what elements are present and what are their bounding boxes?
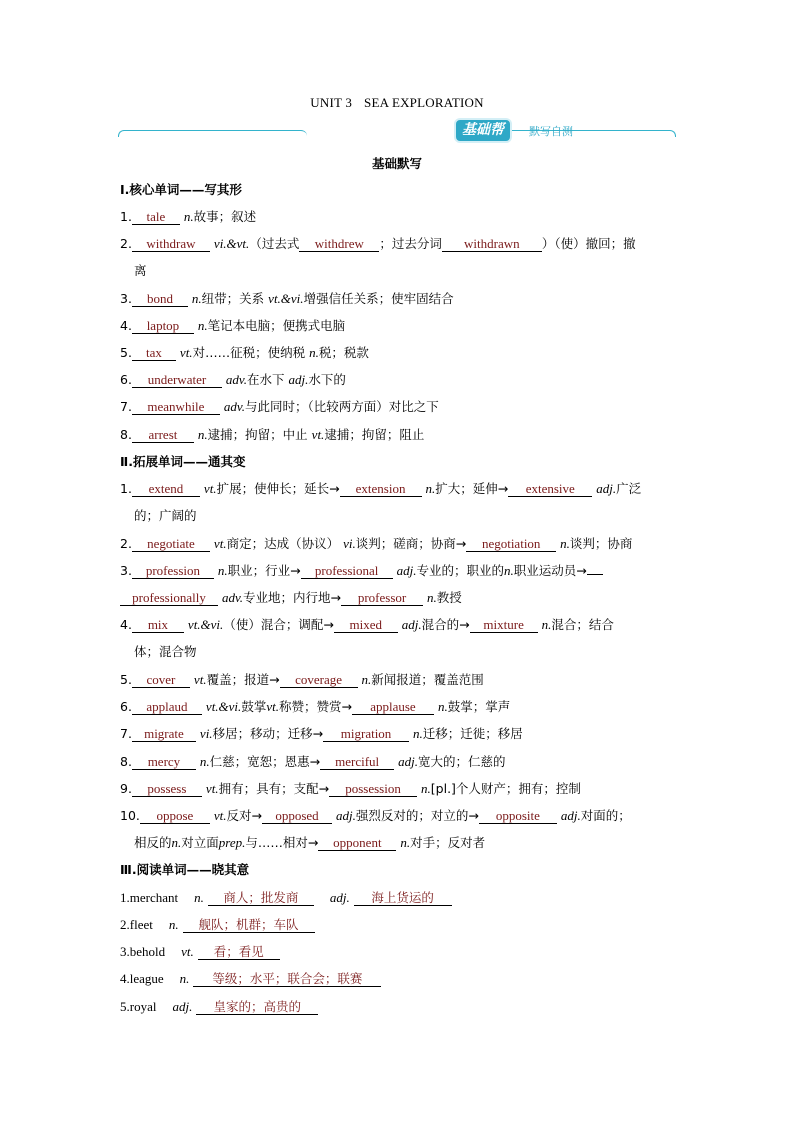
answer-blank: arrest (132, 428, 194, 443)
answer-blank: mercy (132, 755, 196, 770)
part1-heading: Ⅰ.核心单词——写其形 (120, 182, 242, 197)
list-item: 2. negotiate vt.商定；达成（协议） vi.谈判；磋商；协商→ negotiation n.谈判；协商 (120, 536, 633, 551)
list-item: 9. possess vt.拥有；具有；支配→ possession n.[pl.]个人财产；拥有；控制 (120, 781, 581, 796)
answer-blank: possession (329, 782, 417, 797)
part2-heading: Ⅱ.拓展单词——通其变 (120, 454, 246, 469)
list-item: 8. mercy n.仁慈；宽恕；恩惠→ merciful adj.宽大的；仁慈的 (120, 754, 506, 769)
list-item: 3. profession n.职业；行业→ professional adj.专业的；职业的n.职业运动员→ (120, 562, 680, 580)
list-item: 8. arrest n.逮捕；拘留；中止 vt.逮捕；拘留；阻止 (120, 427, 425, 442)
list-item-continuation: professionally adv.专业地；内行地→ professor n.教授 (120, 589, 680, 607)
answer-blank: tale (132, 210, 180, 225)
answer-blank: extension (340, 482, 422, 497)
list-item: 2. withdraw vi.&vt.（过去式 withdrew ；过去分词 withdrawn ）（使）撤回；撤 (120, 236, 636, 251)
list-item: 1. extend vt.扩展；使伸长；延长→ extension n.扩大；延伸→ extensive adj.广泛 (120, 481, 642, 496)
part3-heading: Ⅲ.阅读单词——晓其意 (120, 862, 250, 877)
list-item: 6. applaud vt.&vi.鼓掌vt.称赞；赞赏→ applause n.鼓掌；掌声 (120, 699, 511, 714)
answer-blank: professor (341, 591, 423, 606)
answer-blank: profession (132, 564, 214, 579)
answer-blank: mixed (334, 618, 398, 633)
answer-blank: opponent (318, 836, 396, 851)
answer-blank: withdrew (299, 237, 379, 252)
answer-blank: opposite (479, 809, 557, 824)
list-item: 1. tale n.故事；叙述 (120, 209, 257, 224)
answer-blank: oppose (140, 809, 210, 824)
answer-blank: bond (132, 292, 188, 307)
list-item: 6. underwater adv.在水下 adj.水下的 (120, 372, 346, 387)
banner-left-bracket (118, 130, 307, 137)
section-banner (118, 120, 676, 144)
section-title: 基础默写 (371, 156, 422, 171)
list-item: 1.merchant n. 商人；批发商 adj. 海上货运的 (120, 889, 680, 907)
list-item: 4. mix vt.&vi.（使）混合；调配→ mixed adj.混合的→ mixture n.混合；结合 (120, 617, 614, 632)
answer-blank: professionally (120, 591, 218, 606)
answer-blank: migrate (132, 727, 196, 742)
list-item-continuation: 相反的n.对立面prep.与……相对→ opponent n.对手；反对者 (134, 835, 486, 850)
list-item: 5. cover vt.覆盖；报道→ coverage n.新闻报道；覆盖范围 (120, 672, 484, 687)
answer-blank: meanwhile (132, 400, 220, 415)
answer-blank: merciful (320, 755, 394, 770)
list-item-continuation: 的；广阔的 (134, 508, 197, 523)
answer-blank: 海上货运的 (354, 891, 452, 906)
answer-blank: migration (323, 727, 409, 742)
list-item: 2.fleet n. 舰队；机群；车队 (120, 916, 680, 934)
list-item: 7. meanwhile adv.与此同时；（比较两方面）对比之下 (120, 399, 439, 414)
answer-blank: underwater (132, 373, 222, 388)
list-item-continuation: 体；混合物 (134, 644, 197, 659)
list-item: 3.behold vt. 看；看见 (120, 943, 680, 961)
list-item: 4. laptop n.笔记本电脑；便携式电脑 (120, 318, 346, 333)
answer-blank: negotiation (466, 537, 556, 552)
answer-blank: 看；看见 (198, 945, 280, 960)
answer-blank: withdraw (132, 237, 210, 252)
answer-blank: negotiate (132, 537, 210, 552)
banner-badge: 基础帮 (456, 120, 510, 141)
answer-blank: extensive (508, 482, 592, 497)
list-item: 7. migrate vi.移居；移动；迁移→ migration n.迁移；迁徙；移居 (120, 726, 523, 741)
answer-blank: withdrawn (442, 237, 542, 252)
list-item: 3. bond n.纽带；关系 vt.&vi.增强信任关系；使牢固结合 (120, 291, 454, 306)
answer-blank: laptop (132, 319, 194, 334)
answer-blank: extend (132, 482, 200, 497)
list-item: 5.royal adj. 皇家的；高贵的 (120, 998, 680, 1016)
answer-blank: coverage (280, 673, 358, 688)
banner-subtitle: 默写自测 (529, 125, 573, 138)
answer-blank: 皇家的；高贵的 (196, 1000, 318, 1015)
answer-blank: mixture (470, 618, 538, 633)
list-item: 10. oppose vt.反对→ opposed adj.强烈反对的；对立的→ opposite adj.对面的； (120, 808, 631, 823)
answer-blank: opposed (262, 809, 332, 824)
list-item-continuation: 离 (134, 263, 147, 278)
answer-blank: 舰队；机群；车队 (183, 918, 315, 933)
answer-blank: applause (352, 700, 434, 715)
answer-blank: 商人；批发商 (208, 891, 314, 906)
banner-right-bracket (487, 130, 676, 137)
answer-blank: 等级；水平；联合会；联赛 (193, 972, 381, 987)
list-item: 4.league n. 等级；水平；联合会；联赛 (120, 970, 680, 988)
answer-blank: mix (132, 618, 184, 633)
answer-blank: tax (132, 346, 176, 361)
answer-blank: cover (132, 673, 190, 688)
list-item: 5. tax vt.对……征税；使纳税 n.税；税款 (120, 345, 369, 360)
unit-title (0, 95, 794, 111)
unit-topic: SEA EXPLORATION (364, 95, 484, 110)
answer-blank: applaud (132, 700, 202, 715)
answer-blank: possess (132, 782, 202, 797)
unit-number: UNIT 3 (310, 95, 353, 110)
answer-blank (587, 574, 603, 575)
answer-blank: professional (301, 564, 393, 579)
